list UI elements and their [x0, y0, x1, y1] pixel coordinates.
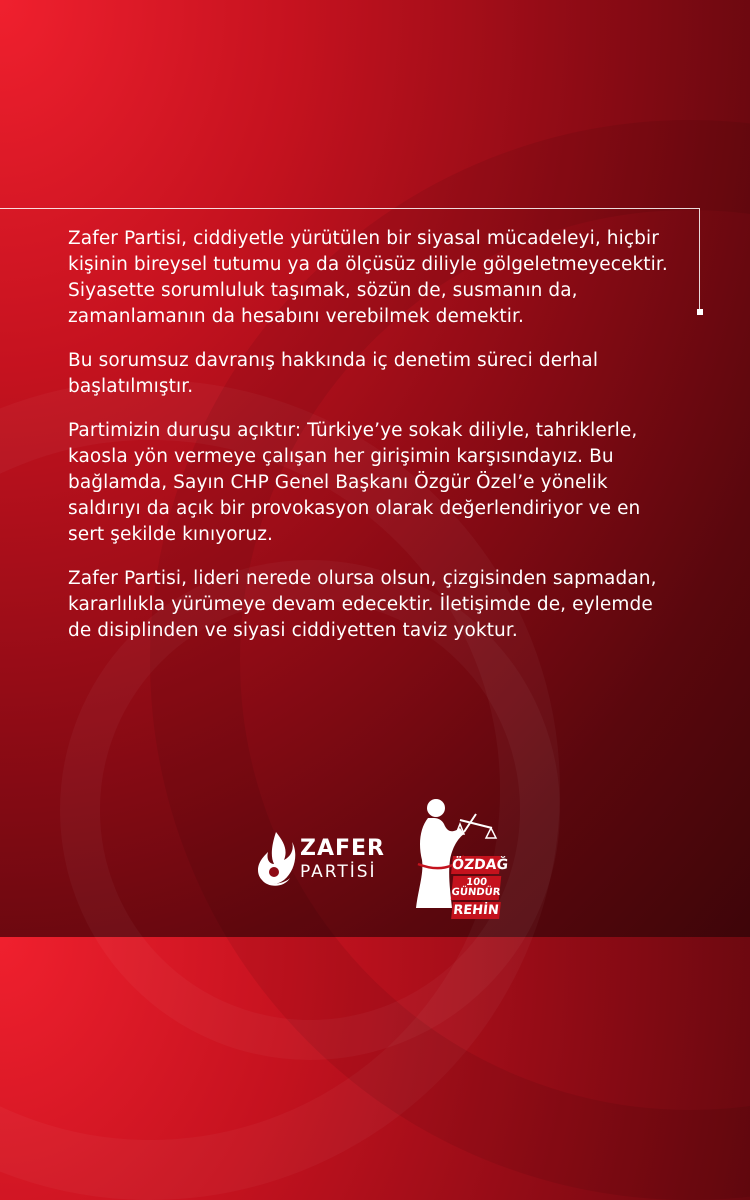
badge-days: 100 GÜNDÜR: [450, 877, 501, 898]
logo-row: [0, 790, 750, 930]
party-name: ZAFER: [300, 836, 385, 861]
statement-paragraph: Partimizin duruşu açıktır: Türkiye’ye sokak diliyle, tahriklerle, kaosla yön vermeye çalışan her girişimin karşısındayız. Bu bağlamda, Sayın CHP Genel Başkanı Özgür Özel’e yönelik saldırıyı da açık bir provokasyon olarak değerlendiriyor ve en sert şekilde kınıyoruz.: [68, 420, 641, 545]
statement-text: [68, 226, 678, 662]
ozdag-hostage-badge: [398, 794, 509, 918]
statement-paragraph: Zafer Partisi, lideri nerede olursa olsun, çizgisinden sapmadan, kararlılıkla yürümeye devam edecektir. İletişimde de, eylemde de disiplinden ve siyasi ciddiyetten taviz yoktur.: [68, 568, 657, 641]
statement-paragraph: Bu sorumsuz davranış hakkında iç denetim süreci derhal başlatılmıştır.: [68, 350, 599, 397]
badge-hostage: REHİN: [452, 903, 500, 918]
badge-text-block: [450, 856, 509, 918]
party-subtitle: PARTİSİ: [300, 862, 377, 882]
statement-paragraph: Zafer Partisi, ciddiyetle yürütülen bir siyasal mücadeleyi, hiçbir kişinin bireysel tutumu ya da ölçüsüz diliyle gölgeletmeyecektir. Siyasette sorumluluk taşımak, sözün de, susmanın da, zamanlamanın da hesabını verebilmek demektir.: [68, 228, 668, 327]
zafer-partisi-logo: [254, 830, 384, 890]
badge-name: ÖZDAĞ: [451, 857, 509, 873]
flame-icon: [254, 830, 296, 890]
decorative-frame-dot: [697, 309, 703, 315]
